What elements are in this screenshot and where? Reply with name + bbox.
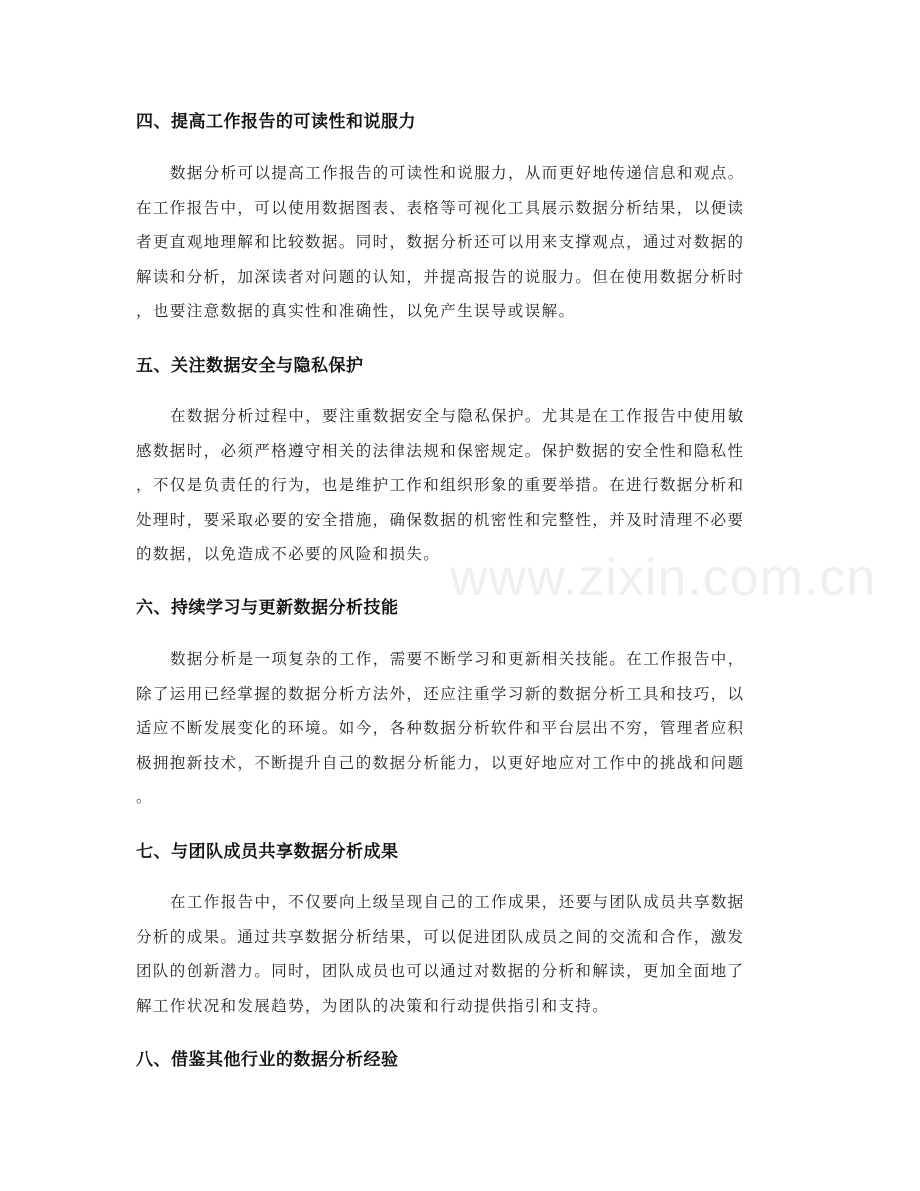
section-paragraph-6 bbox=[136, 642, 786, 815]
paragraph-line: 解读和分析，加深读者对问题的认知，并提高报告的说服力。但在使用数据分析时 bbox=[136, 267, 745, 286]
watermark: www.zixin.com.cn bbox=[450, 549, 877, 607]
section-paragraph-5 bbox=[136, 399, 786, 572]
paragraph-line: ，不仅是负责任的行为，也是维护工作和组织形象的重要举措。在进行数据分析和 bbox=[136, 476, 745, 495]
section-heading-6: 六、持续学习与更新数据分析技能 bbox=[136, 598, 399, 618]
paragraph-line: 者更直观地理解和比较数据。同时，数据分析还可以用来支撑观点，通过对数据的 bbox=[136, 233, 745, 252]
paragraph-line: 适应不断发展变化的环境。如今，各种数据分析软件和平台层出不穷，管理者应积 bbox=[136, 719, 745, 738]
paragraph-line: 在数据分析过程中，要注重数据安全与隐私保护。尤其是在工作报告中使用敏 bbox=[170, 407, 745, 425]
section-heading-7: 七、与团队成员共享数据分析成果 bbox=[136, 842, 399, 862]
paragraph-line: 解工作状况和发展趋势，为团队的决策和行动提供指引和支持。 bbox=[136, 996, 610, 1015]
paragraph-line: 处理时，要采取必要的安全措施，确保数据的机密性和完整性，并及时清理不必要 bbox=[136, 510, 745, 529]
paragraph-line: 数据分析是一项复杂的工作，需要不断学习和更新相关技能。在工作报告中， bbox=[170, 650, 745, 668]
paragraph-line: 数据分析可以提高工作报告的可读性和说服力，从而更好地传递信息和观点。 bbox=[170, 164, 745, 182]
paragraph-line: 的数据，以免造成不必要的风险和损失。 bbox=[136, 545, 441, 564]
paragraph-line: 分析的成果。通过共享数据分析结果，可以促进团队成员之间的交流和合作，激发 bbox=[136, 927, 745, 946]
paragraph-line: ，也要注意数据的真实性和准确性，以免产生误导或误解。 bbox=[136, 302, 576, 321]
paragraph-line: 在工作报告中，可以使用数据图表、表格等可视化工具展示数据分析结果，以便读 bbox=[136, 198, 745, 217]
paragraph-line: 除了运用已经掌握的数据分析方法外，还应注重学习新的数据分析工具和技巧，以 bbox=[136, 684, 745, 703]
paragraph-line: 感数据时，必须严格遵守相关的法律法规和保密规定。保护数据的安全性和隐私性 bbox=[136, 441, 745, 460]
section-paragraph-7 bbox=[136, 885, 786, 1023]
paragraph-line: 。 bbox=[136, 788, 153, 807]
section-heading-5: 五、关注数据安全与隐私保护 bbox=[136, 356, 364, 376]
paragraph-line: 在工作报告中，不仅要向上级呈现自己的工作成果，还要与团队成员共享数据 bbox=[170, 893, 745, 911]
section-heading-4: 四、提高工作报告的可读性和说服力 bbox=[136, 112, 416, 132]
paragraph-line: 团队的创新潜力。同时，团队成员也可以通过对数据的分析和解读，更加全面地了 bbox=[136, 962, 745, 981]
section-paragraph-4 bbox=[136, 156, 786, 329]
paragraph-line: 极拥抱新技术，不断提升自己的数据分析能力，以更好地应对工作中的挑战和问题 bbox=[136, 753, 745, 772]
section-heading-8: 八、借鉴其他行业的数据分析经验 bbox=[136, 1050, 399, 1070]
